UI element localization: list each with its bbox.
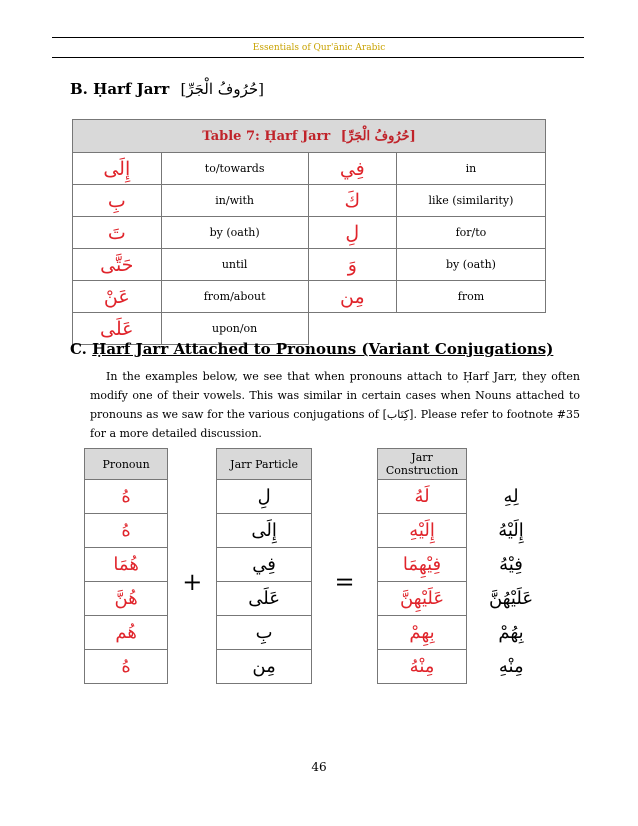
construction-cell: فِيْهِمَا <box>378 548 467 582</box>
section-b-heading <box>70 80 264 98</box>
variant-cell: لِهِ <box>503 486 519 507</box>
table-header-row <box>85 449 556 480</box>
section-c-title: Ḥarf Jarr Attached to Pronouns (Variant Conjugations) <box>92 340 554 358</box>
header-rule-bottom <box>52 57 584 58</box>
table-row <box>73 217 546 249</box>
particle-cell: مِن <box>217 650 312 684</box>
particle-cell: إِلَى <box>217 514 312 548</box>
paragraph-text-end: ]. Please refer to footnote #35 for a more detailed discussion. <box>90 408 581 440</box>
arabic-cell: لِ <box>308 217 396 249</box>
particle-cell: عَلَى <box>217 582 312 616</box>
pronoun-cell: هُ <box>85 480 168 514</box>
construction-cell: إِلَيْهِ <box>378 514 467 548</box>
pronoun-cell: هُ <box>85 514 168 548</box>
meaning-cell: to/towards <box>161 153 308 185</box>
arabic-cell: عَلَى <box>73 313 162 345</box>
explanation-paragraph <box>90 367 580 443</box>
table-caption-text: Table 7: Ḥarf Jarr <box>202 128 331 144</box>
construction-cell: عَلَيْهِنَّ <box>378 582 467 616</box>
meaning-cell: by (oath) <box>161 217 308 249</box>
table-caption <box>73 120 546 153</box>
section-b-label: B. <box>70 80 88 98</box>
equals-sign: = <box>334 567 355 596</box>
table-caption-arabic: [حُرُوفُ الْجَرِّ] <box>340 128 416 144</box>
arabic-cell: فِي <box>308 153 396 185</box>
meaning-cell: in <box>396 153 545 185</box>
section-b-title: Ḥarf Jarr <box>93 80 170 98</box>
variant-cell: فِيْهُ <box>499 554 523 575</box>
meaning-cell: from <box>396 281 545 313</box>
table-row <box>85 480 556 514</box>
arabic-cell: بِ <box>73 185 162 217</box>
paragraph-text: In the examples below, we see that when pronouns attach to Ḥarf Jarr, they often modify one of their vowels. This was similar in certain cases when Nouns attached to pronouns as we saw for the various conjugations of [ <box>90 370 580 421</box>
column-header-pronoun: Pronoun <box>85 449 168 480</box>
particle-cell: لِ <box>217 480 312 514</box>
section-c-heading <box>70 340 553 358</box>
arabic-cell: إِلَى <box>73 153 162 185</box>
variant-cell: إِلَيْهُ <box>498 520 524 541</box>
particle-cell: فِي <box>217 548 312 582</box>
plus-sign: + <box>182 567 203 596</box>
table-row <box>73 153 546 185</box>
page-number: 46 <box>311 760 327 774</box>
pronoun-cell: هُ <box>85 650 168 684</box>
arabic-cell: وَ <box>308 249 396 281</box>
pronoun-cell: هُم <box>85 616 168 650</box>
table-row <box>73 281 546 313</box>
meaning-cell: from/about <box>161 281 308 313</box>
meaning-cell: like (similarity) <box>396 185 545 217</box>
meaning-cell: in/with <box>161 185 308 217</box>
meaning-cell: until <box>161 249 308 281</box>
pronoun-jarr-table <box>84 448 556 684</box>
construction-cell: لَهُ <box>378 480 467 514</box>
meaning-cell: by (oath) <box>396 249 545 281</box>
construction-cell: بِهِمْ <box>378 616 467 650</box>
column-header-construction: Jarr Construction <box>378 449 467 480</box>
construction-cell: مِنْهُ <box>378 650 467 684</box>
variant-cell: بِهُمْ <box>498 622 524 643</box>
table-row <box>73 185 546 217</box>
section-c-label: C. <box>70 340 87 358</box>
harf-jarr-table <box>72 119 546 345</box>
arabic-cell: حَتَّى <box>73 249 162 281</box>
variant-cell: مِنْهِ <box>498 656 524 677</box>
header-rule-top <box>52 37 584 38</box>
meaning-cell: upon/on <box>161 313 308 345</box>
running-header: Essentials of Qur'ānic Arabic <box>252 43 386 53</box>
pronoun-cell: هُنَّ <box>85 582 168 616</box>
arabic-cell: مِن <box>308 281 396 313</box>
table-row <box>73 249 546 281</box>
pronoun-cell: هُمَا <box>85 548 168 582</box>
meaning-cell: for/to <box>396 217 545 249</box>
arabic-cell: كَ <box>308 185 396 217</box>
particle-cell: بِ <box>217 616 312 650</box>
column-header-particle: Jarr Particle <box>217 449 312 480</box>
variant-cell: عَلَيْهُنَّ <box>488 588 534 609</box>
section-b-arabic: [حُرُوفُ الْجَرِّ] <box>180 80 264 98</box>
arabic-cell: عَنْ <box>73 281 162 313</box>
paragraph-arabic: كِتَاب <box>386 408 410 421</box>
arabic-cell: تَ <box>73 217 162 249</box>
